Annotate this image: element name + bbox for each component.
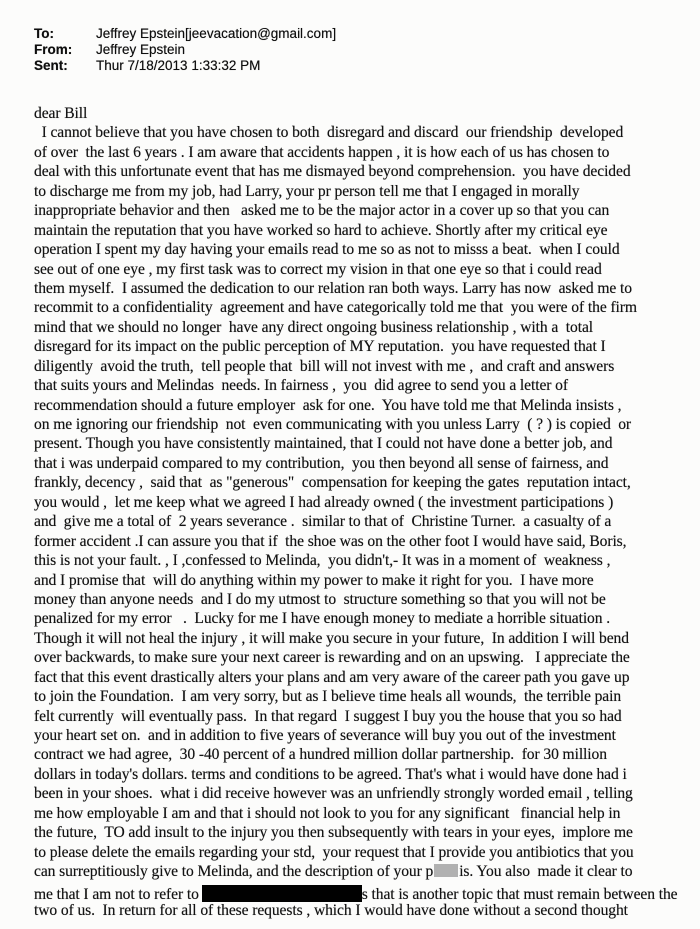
to-label: To:	[34, 26, 54, 41]
email-body-line: present. Though you have consistently maintained, that I could not have done a better job, and	[34, 435, 613, 453]
email-header-to-row	[34, 26, 336, 42]
email-body-line: to join the Foundation. I am very sorry, but as I believe time heals all wounds, the terrible pain	[34, 688, 622, 706]
email-body-line: former accident .I can assure you that if the shoe was on the other foot I would have said, Boris,	[34, 532, 627, 550]
email-header-from-row	[34, 42, 336, 58]
email-header-sent-row	[34, 58, 336, 74]
from-label: From:	[34, 41, 73, 57]
email-body-lines	[34, 123, 682, 920]
email-body-line: me how employable I am and that i should not look to you for any significant financial help in	[34, 804, 621, 822]
email-body-line: me that I am not to refer to s that is another topic that must remain between the	[34, 885, 678, 903]
email-header	[34, 26, 336, 73]
email-body-line: you would , let me keep what we agreed I had already owned ( the investment participations )	[34, 493, 614, 511]
email-body-line: contract we had agree, 30 -40 percent of a hundred million dollar partnership. for 30 million	[34, 746, 607, 764]
email-body-line: recommendation should a future employer ask for one. You have told me that Melinda insists ,	[34, 396, 622, 414]
email-body-line: that i was underpaid compared to my contribution, you then beyond all sense of fairness, and	[34, 454, 609, 472]
redaction-box-gray	[434, 864, 458, 877]
email-body-line: of over the last 6 years . I am aware that accidents happen , it is how each of us has chosen to	[34, 143, 610, 161]
email-body-line: money than anyone needs and I do my utmost to structure something so that you will not be	[34, 590, 606, 608]
to-value: Jeffrey Epstein[jeevacation@gmail.com]	[96, 26, 337, 41]
salutation: dear Bill	[34, 105, 88, 122]
sent-label: Sent:	[34, 57, 68, 73]
email-body-line: Though it will not heal the injury , it will make you secure in your future, In addition I will bend	[34, 629, 629, 647]
sent-value: Thur 7/18/2013 1:33:32 PM	[96, 57, 261, 73]
email-body-line: on me ignoring our friendship not even communicating with you unless Larry ( ? ) is copied or	[34, 416, 632, 433]
redaction-box-black	[202, 885, 362, 902]
email-body-line: and give me a total of 2 years severance . similar to that of Christine Turner. a casualty of a	[34, 513, 612, 531]
email-body-line: inappropriate behavior and then asked me to be the major actor in a cover up so that you can	[34, 202, 610, 220]
email-body-line: this is not your fault. , I ,confessed to Melinda, you didn't,- It was in a moment of weakness ,	[34, 552, 611, 570]
email-body-line: over backwards, to make sure your next career is rewarding and on an upswing. I appreciate the	[34, 649, 630, 667]
email-body-line: frankly, decency , said that as "generous" compensation for keeping the gates reputation intact,	[34, 474, 631, 492]
email-body-line: two of us. In return for all of these requests , which I would have done without a second thought	[34, 901, 628, 919]
email-body	[34, 104, 682, 920]
email-body-line: your heart set on. and in addition to five years of severance will buy you out of the investment	[34, 727, 616, 744]
email-body-line: penalized for my error . Lucky for me I have enough money to mediate a horrible situation .	[34, 610, 611, 628]
email-body-line: fact that this event drastically alters your plans and am very aware of the career path you gave up	[34, 668, 630, 686]
email-body-line: deal with this unfortunate event that has me dismayed beyond comprehension. you have decided	[34, 163, 631, 181]
email-body-line: operation I spent my day having your emails read to me so as not to misss a beat. when I could	[34, 241, 620, 259]
email-body-line: can surreptitiously give to Melinda, and the description of your p is. You also made it clear to	[34, 863, 633, 881]
email-body-line: and I promise that will do anything within my power to make it right for you. I have more	[34, 571, 594, 589]
email-body-line: I cannot believe that you have chosen to both disregard and discard our friendship developed	[34, 124, 624, 142]
email-body-line: recommit to a confidentiality agreement and have categorically told me that you were of the firm	[34, 299, 637, 317]
from-value: Jeffrey Epstein	[96, 41, 186, 57]
email-body-line: them myself. I assumed the dedication to our relation ran both ways. Larry has now asked me to	[34, 279, 632, 297]
email-body-line: that suits yours and Melindas needs. In fairness , you did agree to send you a letter of	[34, 377, 568, 395]
email-body-line: to discharge me from my job, had Larry, your pr person tell me that I engaged in morally	[34, 182, 580, 200]
email-body-line: disregard for its impact on the public perception of MY reputation. you have requested that I	[34, 338, 606, 356]
email-body-line: maintain the reputation that you have worked so hard to achieve. Shortly after my critical eye	[34, 221, 608, 239]
email-body-line: felt currently will eventually pass. In that regard I suggest I buy you the house that you so had	[34, 707, 622, 725]
email-body-line: see out of one eye , my first task was to correct my vision in that one eye so that i could read	[34, 260, 602, 278]
email-body-line: dollars in today's dollars. terms and conditions to be agreed. That's what i would have done had i	[34, 765, 627, 783]
email-body-line: been in your shoes. what i did receive however was an unfriendly strongly worded email , telling	[34, 785, 633, 803]
email-body-line: mind that we should no longer have any direct ongoing business relationship , with a total	[34, 318, 594, 336]
email-body-line: diligently avoid the truth, tell people that bill will not invest with me , and craft and answers	[34, 357, 615, 375]
email-body-line: the future, TO add insult to the injury you then subsequently with tears in your eyes, implore me	[34, 824, 633, 842]
email-body-line: to please delete the emails regarding your std, your request that I provide you antibiotics that you	[34, 843, 634, 861]
